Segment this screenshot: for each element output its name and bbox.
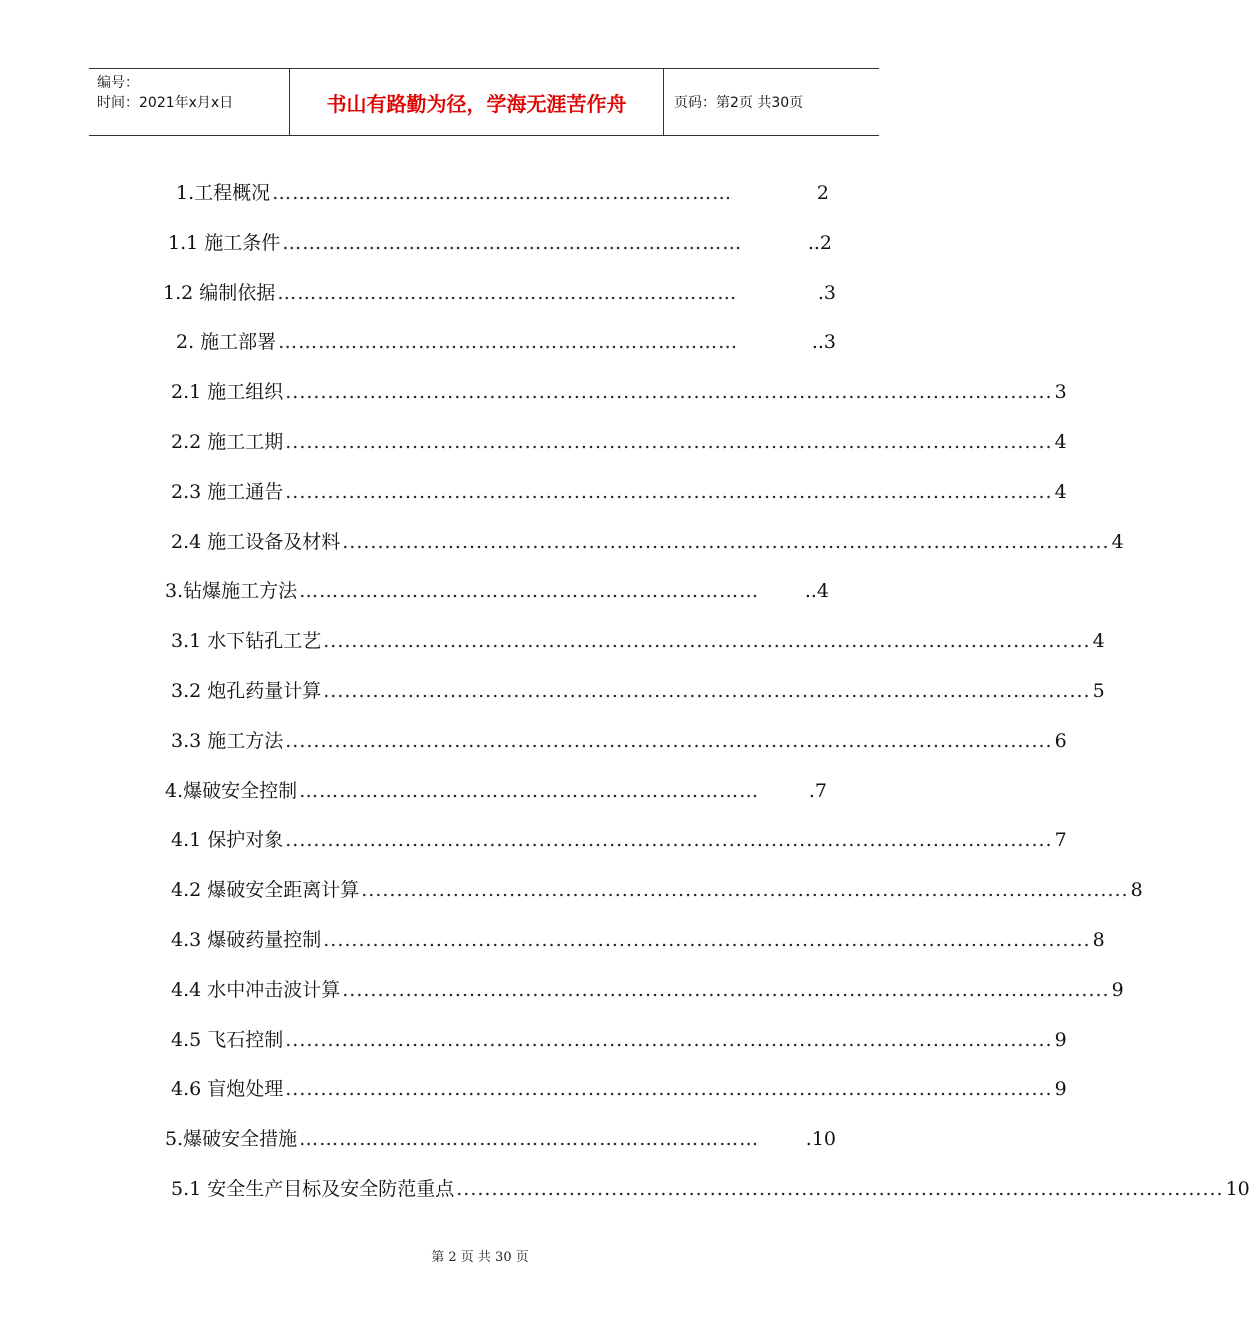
toc-entry[interactable] bbox=[165, 776, 827, 804]
toc-entry-page: 4 bbox=[1111, 530, 1124, 553]
toc-entry[interactable] bbox=[168, 228, 832, 256]
toc-entry-page: .3 bbox=[817, 281, 836, 304]
toc-entry-title: 5.1 安全生产目标及安全防范重点 bbox=[171, 1178, 455, 1200]
toc-entry-page: .10 bbox=[805, 1128, 836, 1151]
toc-entry-title: 3.1 水下钻孔工艺 bbox=[171, 630, 322, 653]
toc-entry-page: 2 bbox=[816, 182, 829, 204]
toc-entry[interactable] bbox=[171, 626, 1105, 654]
page-header bbox=[89, 68, 879, 136]
toc-entry-title: 2.3 施工通告 bbox=[171, 480, 284, 503]
toc-entry-page: ..3 bbox=[811, 331, 836, 354]
document-time-label: 时间：2021年x月x日 bbox=[97, 95, 234, 111]
toc-leader-dots: ............................................................................................................. bbox=[456, 1178, 1224, 1200]
toc-entry[interactable] bbox=[171, 427, 1067, 455]
toc-entry[interactable] bbox=[171, 825, 1067, 853]
toc-entry-title: 2.1 施工组织 bbox=[171, 381, 284, 404]
toc-entry[interactable] bbox=[171, 527, 1124, 555]
page-footer: 第 2 页 共 30 页 bbox=[431, 1250, 529, 1265]
toc-entry-title: 3.3 施工方法 bbox=[171, 729, 284, 752]
header-left-cell bbox=[89, 69, 290, 135]
toc-entry[interactable] bbox=[176, 327, 836, 355]
toc-leader-dots: …………………………………………………………… bbox=[299, 779, 760, 802]
document-number-label: 编号： bbox=[97, 75, 139, 91]
toc-entry-title: 5.爆破安全措施 bbox=[165, 1128, 298, 1151]
toc-entry[interactable] bbox=[171, 875, 1143, 903]
toc-entry[interactable] bbox=[171, 1074, 1067, 1102]
toc-leader-dots: …………………………………………………………… bbox=[282, 231, 743, 254]
toc-leader-dots: ............................................................................................................. bbox=[285, 729, 1053, 752]
toc-leader-dots: ............................................................................................................. bbox=[285, 381, 1053, 404]
toc-leader-dots: …………………………………………………………… bbox=[299, 580, 760, 603]
toc-entry[interactable] bbox=[165, 576, 829, 604]
toc-entry-page: 4 bbox=[1054, 480, 1067, 503]
toc-leader-dots: ............................................................................................................. bbox=[342, 978, 1110, 1001]
toc-entry[interactable] bbox=[171, 726, 1067, 754]
toc-leader-dots: …………………………………………………………… bbox=[299, 1128, 760, 1151]
toc-entry[interactable] bbox=[165, 1124, 836, 1152]
toc-entry-title: 4.6 盲炮处理 bbox=[171, 1078, 284, 1101]
toc-entry-page: 9 bbox=[1111, 978, 1124, 1001]
toc-entry-page: ..2 bbox=[807, 231, 832, 254]
toc-entry-page: 4 bbox=[1092, 630, 1105, 653]
toc-leader-dots: …………………………………………………………… bbox=[277, 281, 738, 304]
toc-leader-dots: ............................................................................................................. bbox=[285, 431, 1053, 453]
toc-entry-page: 3 bbox=[1054, 381, 1067, 404]
toc-entry-title: 2. 施工部署 bbox=[176, 331, 277, 354]
toc-leader-dots: ............................................................................................................. bbox=[361, 879, 1129, 902]
toc-entry-title: 2.4 施工设备及材料 bbox=[171, 530, 341, 553]
toc-leader-dots: ............................................................................................................. bbox=[285, 480, 1053, 503]
toc-leader-dots: ............................................................................................................. bbox=[285, 829, 1053, 852]
toc-entry-page: .7 bbox=[808, 779, 827, 802]
toc-leader-dots: ............................................................................................................. bbox=[285, 1028, 1053, 1051]
toc-entry-title: 1.1 施工条件 bbox=[168, 231, 281, 254]
toc-leader-dots: ............................................................................................................. bbox=[323, 630, 1091, 653]
toc-entry-page: 5 bbox=[1092, 680, 1105, 702]
header-page-info: 页码：第2页 共30页 bbox=[674, 95, 804, 111]
toc-entry-title: 4.5 飞石控制 bbox=[171, 1028, 284, 1051]
toc-leader-dots: ............................................................................................................. bbox=[285, 1078, 1053, 1101]
toc-entry-page: 6 bbox=[1054, 729, 1067, 752]
toc-leader-dots: ............................................................................................................. bbox=[323, 680, 1091, 702]
toc-entry-title: 1.2 编制依据 bbox=[163, 281, 276, 304]
toc-entry-page: 10 bbox=[1225, 1178, 1250, 1200]
toc-entry[interactable] bbox=[163, 278, 836, 306]
toc-entry-title: 4.2 爆破安全距离计算 bbox=[171, 879, 360, 902]
toc-entry[interactable] bbox=[171, 975, 1124, 1003]
toc-entry[interactable] bbox=[171, 1025, 1067, 1053]
toc-entry[interactable] bbox=[171, 377, 1067, 405]
toc-entry[interactable] bbox=[171, 1174, 1250, 1202]
toc-entry-page: 8 bbox=[1130, 879, 1143, 902]
toc-entry-page: ..4 bbox=[804, 580, 829, 603]
toc-entry-title: 3.2 炮孔药量计算 bbox=[171, 680, 322, 702]
toc-entry-title: 4.4 水中冲击波计算 bbox=[171, 978, 341, 1001]
toc-entry-title: 2.2 施工工期 bbox=[171, 431, 284, 453]
toc-leader-dots: …………………………………………………………… bbox=[272, 182, 733, 204]
toc-entry-title: 1.工程概况 bbox=[176, 182, 271, 204]
toc-leader-dots: ............................................................................................................. bbox=[342, 530, 1110, 553]
toc-entry-title: 3.钻爆施工方法 bbox=[165, 580, 298, 603]
toc-entry-page: 8 bbox=[1092, 929, 1105, 951]
toc-entry-title: 4.1 保护对象 bbox=[171, 829, 284, 852]
toc-entry[interactable] bbox=[171, 925, 1105, 953]
toc-entry[interactable] bbox=[176, 178, 829, 206]
toc-entry-page: 4 bbox=[1054, 431, 1067, 453]
toc-entry-page: 7 bbox=[1054, 829, 1067, 852]
toc-leader-dots: …………………………………………………………… bbox=[278, 331, 739, 354]
toc-leader-dots: ............................................................................................................. bbox=[323, 929, 1091, 951]
toc-entry-page: 9 bbox=[1054, 1078, 1067, 1101]
toc-entry[interactable] bbox=[171, 477, 1067, 505]
toc-entry-title: 4.爆破安全控制 bbox=[165, 779, 298, 802]
toc-entry-title: 4.3 爆破药量控制 bbox=[171, 929, 322, 951]
toc-entry-page: 9 bbox=[1054, 1028, 1067, 1051]
toc-entry[interactable] bbox=[171, 676, 1105, 704]
header-motto: 书山有路勤为径，学海无涯苦作舟 bbox=[290, 69, 664, 135]
